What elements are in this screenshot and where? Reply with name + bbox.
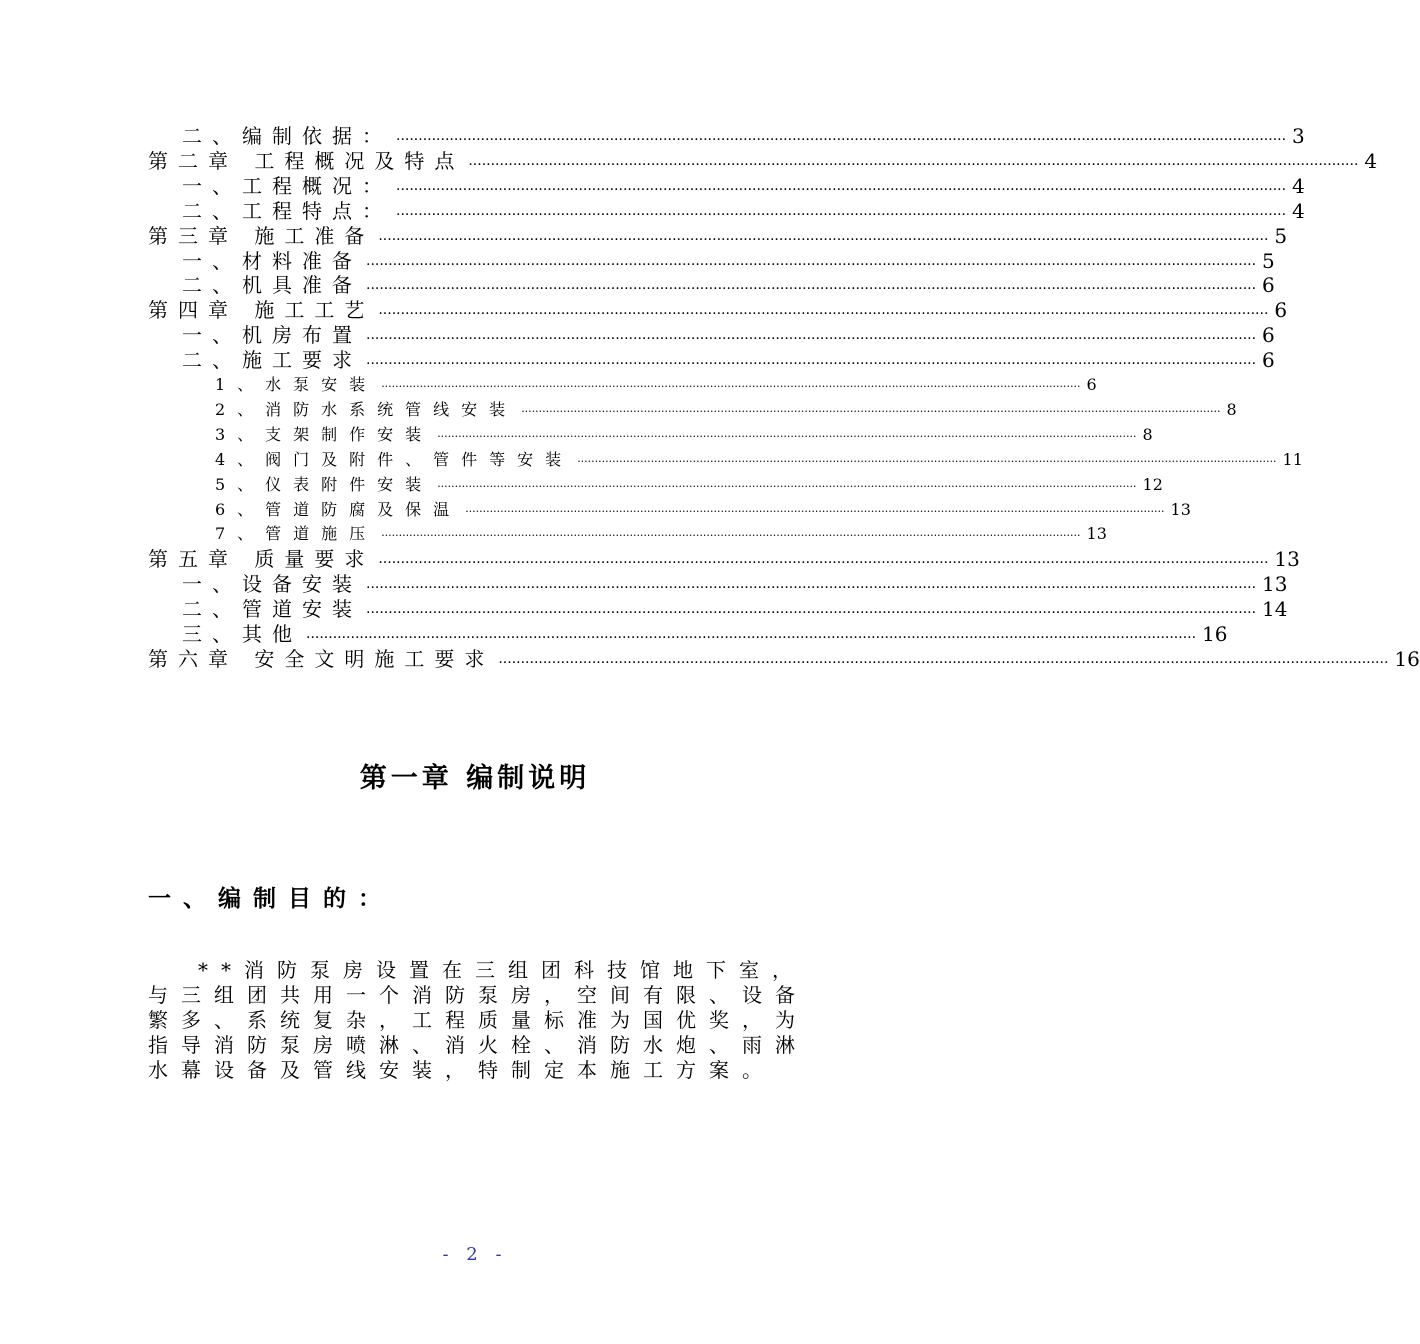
toc-leader-dots: ........................................................................................................................................................................................................	[378, 551, 1269, 568]
toc-entry-label: 一、工程概况：	[182, 173, 392, 198]
toc-row[interactable]	[182, 323, 1275, 348]
toc-row[interactable]	[182, 273, 1275, 298]
toc-entry-label: 第四章 施工工艺	[148, 298, 375, 323]
toc-entry-page: 14	[1262, 597, 1288, 622]
toc-entry-label: 二、工程特点：	[182, 198, 392, 223]
toc-entry-page: 6	[1262, 348, 1275, 373]
toc-leader-dots: ........................................................................................................................................................................................................	[577, 451, 1277, 465]
toc-entry-label: 二、管道安装	[182, 597, 362, 622]
toc-row[interactable]	[182, 572, 1288, 597]
toc-row[interactable]	[182, 597, 1288, 622]
toc-leader-dots: ........................................................................................................................................................................................................	[396, 128, 1287, 144]
toc-leader-dots: ........................................................................................................................................................................................................	[437, 426, 1137, 440]
toc-row[interactable]	[182, 198, 1305, 223]
page-number: - 2 -	[442, 1244, 508, 1265]
toc-leader-dots: ........................................................................................................................................................................................................	[366, 352, 1257, 369]
toc-entry-page: 16	[1202, 622, 1228, 646]
toc-leader-dots: ........................................................................................................................................................................................................	[396, 177, 1287, 194]
toc-entry-page: 5	[1274, 223, 1288, 248]
toc-row[interactable]	[215, 448, 1303, 472]
toc-entry-page: 6	[1262, 273, 1275, 298]
toc-entry-label: 一、机房布置	[182, 323, 362, 348]
toc-row[interactable]	[182, 622, 1228, 646]
toc-entry-label: 二、编制依据：	[182, 124, 392, 148]
toc-entry-page: 13	[1086, 524, 1107, 544]
toc-row[interactable]	[215, 498, 1191, 522]
toc-entry-page: 6	[1086, 375, 1097, 394]
toc-entry-label: 一、设备安装	[182, 572, 362, 597]
toc-entry-label: 三、其他	[182, 622, 302, 646]
toc-entry-label: 第三章 施工准备	[148, 223, 375, 248]
chapter-title: 第一章 编制说明	[359, 763, 591, 794]
toc-row[interactable]	[148, 148, 1378, 173]
toc-leader-dots: ........................................................................................................................................................................................................	[366, 601, 1257, 618]
toc-entry-label: 第六章 安全文明施工要求	[148, 646, 495, 671]
toc-leader-dots: ........................................................................................................................................................................................................	[366, 576, 1257, 593]
toc-entry-page: 13	[1170, 499, 1191, 519]
toc-leader-dots: ........................................................................................................................................................................................................	[378, 227, 1269, 244]
toc-leader-dots: ........................................................................................................................................................................................................	[366, 277, 1257, 294]
toc-entry-label: 1、水泵安装	[215, 375, 378, 394]
toc-entry-label: 7、管道施压	[215, 524, 378, 544]
toc-row[interactable]	[215, 423, 1153, 447]
toc-leader-dots: ........................................................................................................................................................................................................	[366, 327, 1257, 344]
toc-entry-label: 一、材料准备	[182, 248, 362, 273]
toc-entry-page: 6	[1274, 298, 1288, 323]
toc-entry-label: 2、消防水系统管线安装	[215, 399, 518, 419]
toc-leader-dots: ........................................................................................................................................................................................................	[366, 252, 1257, 269]
toc-entry-label: 二、机具准备	[182, 273, 362, 298]
toc-entry-page: 13	[1262, 572, 1288, 597]
toc-entry-label: 第二章 工程概况及特点	[148, 148, 465, 173]
toc-leader-dots: ........................................................................................................................................................................................................	[396, 202, 1287, 219]
toc-entry-page: 4	[1292, 173, 1305, 198]
toc-entry-page: 5	[1262, 248, 1275, 273]
toc-entry-page: 6	[1262, 323, 1275, 348]
toc-entry-page: 3	[1292, 124, 1305, 148]
toc-entry-page: 12	[1142, 474, 1163, 494]
toc-row[interactable]	[215, 473, 1163, 497]
body-paragraph: **消防泵房设置在三组团科技馆地下室，与三组团共用一个消防泵房，空间有限、设备繁多、系统复杂，工程质量标准为国优奖，为指导消防泵房喷淋、消火栓、消防水炮、雨淋水幕设备及管线安装，特制定本施工方案。	[148, 958, 808, 1082]
toc-row[interactable]	[182, 173, 1305, 198]
toc-entry-page: 4	[1292, 198, 1305, 223]
toc-leader-dots: ........................................................................................................................................................................................................	[468, 152, 1359, 169]
toc-row[interactable]	[148, 223, 1288, 248]
toc-leader-dots: ........................................................................................................................................................................................................	[498, 650, 1389, 667]
toc-leader-dots: ........................................................................................................................................................................................................	[381, 377, 1081, 390]
toc-entry-page: 16	[1394, 646, 1420, 671]
toc-row[interactable]	[215, 522, 1107, 546]
toc-row[interactable]	[148, 547, 1300, 572]
toc-row[interactable]	[182, 124, 1305, 148]
toc-entry-page: 11	[1282, 449, 1303, 469]
toc-entry-label: 3、支架制作安装	[215, 424, 434, 444]
toc-row[interactable]	[148, 298, 1288, 323]
toc-leader-dots: ........................................................................................................................................................................................................	[465, 501, 1165, 515]
toc-leader-dots: ........................................................................................................................................................................................................	[521, 401, 1221, 415]
section-title: 一、编制目的：	[148, 886, 393, 912]
toc-leader-dots: ........................................................................................................................................................................................................	[378, 302, 1269, 319]
toc-entry-label: 6、管道防腐及保温	[215, 499, 462, 519]
toc-entry-page: 8	[1226, 399, 1237, 419]
toc-entry-label: 二、施工要求	[182, 348, 362, 373]
toc-leader-dots: ........................................................................................................................................................................................................	[306, 626, 1197, 642]
toc-row[interactable]	[215, 398, 1237, 422]
toc-row[interactable]	[148, 646, 1420, 671]
toc-leader-dots: ........................................................................................................................................................................................................	[381, 526, 1081, 540]
toc-row[interactable]	[182, 248, 1275, 273]
toc-row[interactable]	[182, 348, 1275, 373]
toc-entry-label: 4、阀门及附件、管件等安装	[215, 449, 574, 469]
toc-entry-label: 5、仪表附件安装	[215, 474, 434, 494]
toc-leader-dots: ........................................................................................................................................................................................................	[437, 476, 1137, 490]
toc-entry-page: 4	[1364, 148, 1378, 173]
toc-entry-label: 第五章 质量要求	[148, 547, 375, 572]
toc-row[interactable]	[215, 373, 1097, 397]
toc-entry-page: 8	[1142, 424, 1153, 444]
toc-entry-page: 13	[1274, 547, 1300, 572]
